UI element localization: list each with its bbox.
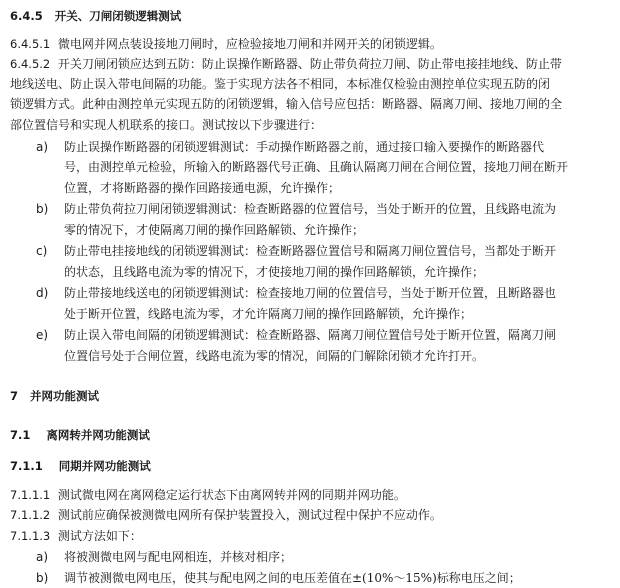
list-item-a-line-1: 防止误操作断路器的闭锁逻辑测试：手动操作断路器之前，通过接口输入要操作的断路器代: [64, 140, 545, 154]
clause-number: 6.4.5.2: [10, 57, 51, 71]
section-heading-7-1-1: [10, 458, 151, 474]
section-number: 7.1: [10, 428, 31, 442]
section-title: 离网转并网功能测试: [46, 428, 150, 442]
list-item-e-line-1: 防止误入带电间隔的闭锁逻辑测试：检查断路器、隔离刀闸位置信号处于断开位置，隔离刀闸: [64, 328, 557, 342]
list-item-a-line-3: 位置，才将断路器的操作回路接通电源，允许操作；: [64, 181, 341, 195]
clause-text: 测试方法如下：: [57, 529, 142, 543]
section-number: 7.1.1: [10, 459, 43, 473]
clause-7-1-1-2: [10, 508, 442, 522]
clause-6-4-5-2-line-1: [10, 57, 562, 71]
list-item-b-line-1: 防止带负荷拉刀闸闭锁逻辑测试：检查断路器的位置信号，当处于断开的位置，且线路电流为: [64, 202, 557, 216]
section-title: 同期并网功能测试: [58, 459, 151, 473]
clause-text: 微电网并网点装设接地刀闸时，应检验接地刀闸和并网开关的闭锁逻辑。: [57, 37, 442, 51]
clause-6-4-5-1: [10, 37, 442, 51]
list-item-e-line-2: 位置信号处于合闸位置，线路电流为零的情况，间隔的门解除闭锁才允许打开。: [64, 349, 485, 363]
clause-text: 测试微电网在离网稳定运行状态下由离网转并网的同期并网功能。: [57, 488, 406, 502]
clause-number: 7.1.1.1: [10, 488, 51, 502]
list-label-e: e): [36, 328, 49, 342]
step-b-text: 调节被测微电网电压，使其与配电网之间的电压差值在±(10%～15%)标称电压之间；: [64, 571, 521, 585]
section-number: 6.4.5: [10, 9, 43, 23]
list-item-d-line-1: 防止带接地线送电的闭锁逻辑测试：检查接地刀闸的位置信号，当处于断开位置，且断路器也: [64, 286, 557, 300]
clause-6-4-5-2-line-4: 部位置信号和实现人机联系的接口。测试按以下步骤进行：: [10, 118, 323, 132]
step-label-a: a): [36, 550, 49, 564]
section-title: 并网功能测试: [30, 389, 100, 403]
clause-number: 7.1.1.3: [10, 529, 51, 543]
clause-text: 开关刀闸闭锁应达到五防：防止误操作断路器、防止带负荷拉刀闸、防止带电接挂地线、防止带: [57, 57, 562, 71]
section-number: 7: [10, 389, 19, 403]
clause-text: 测试前应确保被测微电网所有保护装置投入，测试过程中保护不应动作。: [57, 508, 442, 522]
list-label-c: c): [36, 244, 48, 258]
section-heading-7: [10, 388, 99, 404]
clause-6-4-5-2-line-3: 锁逻辑方式。此种由测控单元实现五防的闭锁逻辑，输入信号应包括：断路器、隔离刀闸、接地刀闸的全: [10, 97, 563, 111]
section-heading-6-4-5: [10, 8, 181, 24]
list-label-b: b): [36, 202, 49, 216]
list-item-b-line-2: 零的情况下，才使隔离刀闸的操作回路解锁、允许操作；: [64, 223, 365, 237]
clause-number: 6.4.5.1: [10, 37, 51, 51]
clause-7-1-1-3: [10, 529, 142, 543]
list-item-d-line-2: 处于断开位置，线路电流为零，才允许隔离刀闸的操作回路解锁，允许操作；: [64, 307, 473, 321]
list-item-c-line-2: 的状态，且线路电流为零的情况下，才使接地刀闸的操作回路解锁，允许操作；: [64, 265, 485, 279]
list-label-a: a): [36, 140, 49, 154]
clause-6-4-5-2-line-2: 地线送电、防止误入带电间隔的功能。鉴于实现方法各不相同，本标准仅检验由测控单位实现五防的闭: [10, 77, 551, 91]
step-label-b: b): [36, 571, 49, 585]
clause-7-1-1-1: [10, 488, 406, 502]
step-a-text: 将被测微电网与配电网相连，并核对相序；: [64, 550, 293, 564]
section-title: 开关、刀闸闭锁逻辑测试: [54, 9, 182, 23]
section-heading-7-1: [10, 427, 150, 443]
list-item-c-line-1: 防止带电挂接地线的闭锁逻辑测试：检查断路器位置信号和隔离刀闸位置信号，当都处于断开: [64, 244, 557, 258]
list-item-a-line-2: 号，由测控单元检验，所输入的断路器代号正确、且确认隔离刀闸在合闸位置，接地刀闸在断开: [64, 160, 569, 174]
list-label-d: d): [36, 286, 49, 300]
clause-number: 7.1.1.2: [10, 508, 51, 522]
